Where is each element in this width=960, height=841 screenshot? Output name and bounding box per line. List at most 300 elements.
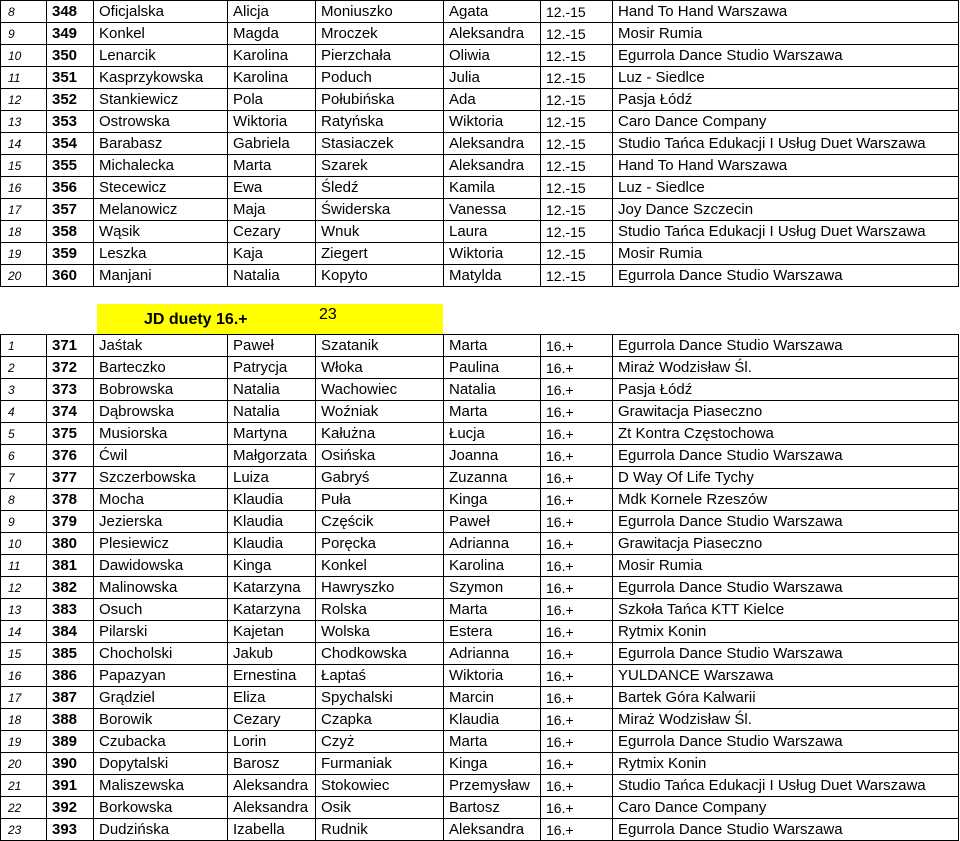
row-index: 10 [1, 45, 47, 67]
club-name: YULDANCE Warszawa [613, 665, 959, 687]
partner1-last-name: Chocholski [94, 643, 228, 665]
partner2-first-name: Matylda [444, 265, 541, 287]
age-category: 16.+ [541, 797, 613, 819]
row-index: 21 [1, 775, 47, 797]
row-index: 10 [1, 533, 47, 555]
table-row [1, 89, 959, 111]
partner1-first-name: Gabriela [228, 133, 316, 155]
start-number: 383 [47, 599, 94, 621]
partner1-last-name: Malinowska [94, 577, 228, 599]
partner1-last-name: Ćwil [94, 445, 228, 467]
partner1-last-name: Dopytalski [94, 753, 228, 775]
partner2-first-name: Paulina [444, 357, 541, 379]
start-number: 392 [47, 797, 94, 819]
age-category: 12.-15 [541, 111, 613, 133]
partner2-first-name: Adrianna [444, 643, 541, 665]
start-number: 349 [47, 23, 94, 45]
age-category: 16.+ [541, 423, 613, 445]
age-category: 16.+ [541, 687, 613, 709]
row-index: 8 [1, 489, 47, 511]
row-index: 15 [1, 155, 47, 177]
age-category: 12.-15 [541, 177, 613, 199]
row-index: 17 [1, 199, 47, 221]
row-index: 20 [1, 753, 47, 775]
row-index: 16 [1, 665, 47, 687]
row-index: 9 [1, 511, 47, 533]
row-index: 8 [1, 1, 47, 23]
partner1-first-name: Marta [228, 155, 316, 177]
club-name: Miraż Wodzisław Śl. [613, 357, 959, 379]
club-name: Studio Tańca Edukacji I Usług Duet Warszawa [613, 133, 959, 155]
partner2-last-name: Włoka [316, 357, 444, 379]
partner1-last-name: Ostrowska [94, 111, 228, 133]
partner1-last-name: Dawidowska [94, 555, 228, 577]
partner1-last-name: Barabasz [94, 133, 228, 155]
section-count: 23 [319, 306, 337, 323]
start-number: 377 [47, 467, 94, 489]
partner1-last-name: Leszka [94, 243, 228, 265]
partner2-first-name: Marta [444, 731, 541, 753]
partner1-first-name: Eliza [228, 687, 316, 709]
row-index: 20 [1, 265, 47, 287]
partner2-last-name: Hawryszko [316, 577, 444, 599]
partner2-last-name: Połubińska [316, 89, 444, 111]
partner1-last-name: Kasprzykowska [94, 67, 228, 89]
partner2-first-name: Karolina [444, 555, 541, 577]
table-row [1, 265, 959, 287]
partner2-last-name: Wnuk [316, 221, 444, 243]
partner2-last-name: Rudnik [316, 819, 444, 841]
partner1-last-name: Wąsik [94, 221, 228, 243]
partner2-first-name: Marta [444, 335, 541, 357]
partner1-first-name: Aleksandra [228, 797, 316, 819]
table-row [1, 643, 959, 665]
partner2-first-name: Wiktoria [444, 665, 541, 687]
partner1-last-name: Michalecka [94, 155, 228, 177]
table-row [1, 379, 959, 401]
partner2-first-name: Aleksandra [444, 819, 541, 841]
table-row [1, 709, 959, 731]
partner1-first-name: Katarzyna [228, 577, 316, 599]
row-index: 7 [1, 467, 47, 489]
partner1-first-name: Martyna [228, 423, 316, 445]
partner2-first-name: Laura [444, 221, 541, 243]
club-name: Egurrola Dance Studio Warszawa [613, 643, 959, 665]
age-category: 16.+ [541, 775, 613, 797]
partner1-first-name: Ernestina [228, 665, 316, 687]
row-index: 11 [1, 67, 47, 89]
partner2-first-name: Marta [444, 599, 541, 621]
start-number: 358 [47, 221, 94, 243]
partner1-last-name: Melanowicz [94, 199, 228, 221]
age-category: 16.+ [541, 643, 613, 665]
partner2-last-name: Mroczek [316, 23, 444, 45]
partner2-last-name: Pierzchała [316, 45, 444, 67]
age-category: 12.-15 [541, 67, 613, 89]
row-index: 14 [1, 621, 47, 643]
partner2-last-name: Czyż [316, 731, 444, 753]
row-index: 18 [1, 709, 47, 731]
table-row [1, 687, 959, 709]
start-number: 373 [47, 379, 94, 401]
partner1-last-name: Oficjalska [94, 1, 228, 23]
row-index: 1 [1, 335, 47, 357]
partner2-last-name: Szatanik [316, 335, 444, 357]
club-name: Studio Tańca Edukacji I Usług Duet Warszawa [613, 775, 959, 797]
partner2-last-name: Furmaniak [316, 753, 444, 775]
partner1-last-name: Pilarski [94, 621, 228, 643]
club-name: Egurrola Dance Studio Warszawa [613, 577, 959, 599]
age-category: 16.+ [541, 533, 613, 555]
partner2-first-name: Przemysław [444, 775, 541, 797]
table-row [1, 243, 959, 265]
partner2-last-name: Rolska [316, 599, 444, 621]
club-name: Luz - Siedlce [613, 67, 959, 89]
row-index: 6 [1, 445, 47, 467]
partner2-last-name: Poduch [316, 67, 444, 89]
partner2-first-name: Aleksandra [444, 23, 541, 45]
partner1-first-name: Ewa [228, 177, 316, 199]
partner1-first-name: Natalia [228, 379, 316, 401]
age-category: 16.+ [541, 753, 613, 775]
start-number: 385 [47, 643, 94, 665]
partner1-first-name: Karolina [228, 45, 316, 67]
partner2-first-name: Aleksandra [444, 133, 541, 155]
start-number: 391 [47, 775, 94, 797]
start-number: 386 [47, 665, 94, 687]
table-row [1, 511, 959, 533]
table-row [1, 621, 959, 643]
row-index: 2 [1, 357, 47, 379]
start-number: 351 [47, 67, 94, 89]
partner2-last-name: Ziegert [316, 243, 444, 265]
partner1-first-name: Lorin [228, 731, 316, 753]
table-row [1, 155, 959, 177]
partner1-first-name: Aleksandra [228, 775, 316, 797]
partner1-first-name: Paweł [228, 335, 316, 357]
partner2-last-name: Szarek [316, 155, 444, 177]
age-category: 12.-15 [541, 23, 613, 45]
age-category: 16.+ [541, 665, 613, 687]
partner2-first-name: Kamila [444, 177, 541, 199]
club-name: Szkoła Tańca KTT Kielce [613, 599, 959, 621]
row-index: 13 [1, 599, 47, 621]
partner2-last-name: Stasiaczek [316, 133, 444, 155]
start-number: 356 [47, 177, 94, 199]
age-category: 16.+ [541, 445, 613, 467]
table-row [1, 445, 959, 467]
partner1-first-name: Barosz [228, 753, 316, 775]
age-category: 16.+ [541, 709, 613, 731]
pairs-table-12-15 [0, 0, 959, 287]
partner1-last-name: Konkel [94, 23, 228, 45]
age-category: 12.-15 [541, 243, 613, 265]
partner2-first-name: Łucja [444, 423, 541, 445]
partner2-first-name: Marcin [444, 687, 541, 709]
partner2-first-name: Kinga [444, 753, 541, 775]
club-name: Egurrola Dance Studio Warszawa [613, 45, 959, 67]
table-row [1, 753, 959, 775]
partner2-last-name: Moniuszko [316, 1, 444, 23]
partner1-first-name: Cezary [228, 221, 316, 243]
partner1-first-name: Klaudia [228, 489, 316, 511]
table-row [1, 731, 959, 753]
club-name: Egurrola Dance Studio Warszawa [613, 335, 959, 357]
club-name: Caro Dance Company [613, 797, 959, 819]
partner2-first-name: Julia [444, 67, 541, 89]
partner2-last-name: Kałużna [316, 423, 444, 445]
age-category: 12.-15 [541, 155, 613, 177]
age-category: 12.-15 [541, 199, 613, 221]
table-row [1, 67, 959, 89]
row-index: 5 [1, 423, 47, 445]
partner1-last-name: Bobrowska [94, 379, 228, 401]
club-name: Grawitacja Piaseczno [613, 533, 959, 555]
club-name: Egurrola Dance Studio Warszawa [613, 445, 959, 467]
age-category: 16.+ [541, 335, 613, 357]
section-title: JD duety 16.+ [144, 311, 248, 328]
partner1-first-name: Jakub [228, 643, 316, 665]
start-number: 376 [47, 445, 94, 467]
club-name: Egurrola Dance Studio Warszawa [613, 731, 959, 753]
start-number: 389 [47, 731, 94, 753]
club-name: Hand To Hand Warszawa [613, 155, 959, 177]
partner2-first-name: Aleksandra [444, 155, 541, 177]
partner2-first-name: Paweł [444, 511, 541, 533]
row-index: 19 [1, 243, 47, 265]
start-number: 354 [47, 133, 94, 155]
partner2-first-name: Estera [444, 621, 541, 643]
age-category: 16.+ [541, 577, 613, 599]
partner1-last-name: Stecewicz [94, 177, 228, 199]
age-category: 12.-15 [541, 89, 613, 111]
partner2-last-name: Woźniak [316, 401, 444, 423]
partner1-last-name: Lenarcik [94, 45, 228, 67]
age-category: 16.+ [541, 731, 613, 753]
partner1-first-name: Kajetan [228, 621, 316, 643]
club-name: Grawitacja Piaseczno [613, 401, 959, 423]
table-row [1, 1, 959, 23]
partner1-first-name: Alicja [228, 1, 316, 23]
partner1-last-name: Dudzińska [94, 819, 228, 841]
partner1-first-name: Kaja [228, 243, 316, 265]
start-number: 384 [47, 621, 94, 643]
partner1-first-name: Kinga [228, 555, 316, 577]
start-number: 388 [47, 709, 94, 731]
partner2-first-name: Bartosz [444, 797, 541, 819]
start-number: 382 [47, 577, 94, 599]
club-name: Rytmix Konin [613, 753, 959, 775]
partner1-last-name: Mocha [94, 489, 228, 511]
table-row [1, 819, 959, 841]
start-number: 372 [47, 357, 94, 379]
row-index: 18 [1, 221, 47, 243]
partner2-last-name: Spychalski [316, 687, 444, 709]
start-number: 380 [47, 533, 94, 555]
row-index: 23 [1, 819, 47, 841]
partner2-last-name: Świderska [316, 199, 444, 221]
partner1-first-name: Małgorzata [228, 445, 316, 467]
partner1-last-name: Musiorska [94, 423, 228, 445]
club-name: Pasja Łódź [613, 379, 959, 401]
age-category: 16.+ [541, 467, 613, 489]
start-number: 379 [47, 511, 94, 533]
row-index: 13 [1, 111, 47, 133]
row-index: 19 [1, 731, 47, 753]
club-name: Hand To Hand Warszawa [613, 1, 959, 23]
start-number: 352 [47, 89, 94, 111]
partner2-last-name: Konkel [316, 555, 444, 577]
partner1-last-name: Szczerbowska [94, 467, 228, 489]
age-category: 16.+ [541, 599, 613, 621]
start-number: 350 [47, 45, 94, 67]
pairs-table-16-plus [0, 334, 959, 841]
partner1-first-name: Klaudia [228, 511, 316, 533]
table-row [1, 555, 959, 577]
partner2-last-name: Puła [316, 489, 444, 511]
partner1-last-name: Borowik [94, 709, 228, 731]
table-row [1, 111, 959, 133]
start-number: 359 [47, 243, 94, 265]
row-index: 14 [1, 133, 47, 155]
pairs-table-body [1, 1, 959, 287]
partner2-first-name: Kinga [444, 489, 541, 511]
partner2-first-name: Ada [444, 89, 541, 111]
table-row [1, 577, 959, 599]
club-name: Studio Tańca Edukacji I Usług Duet Warszawa [613, 221, 959, 243]
partner1-last-name: Plesiewicz [94, 533, 228, 555]
partner1-last-name: Osuch [94, 599, 228, 621]
age-category: 16.+ [541, 357, 613, 379]
age-category: 16.+ [541, 489, 613, 511]
table-row [1, 423, 959, 445]
partner1-last-name: Dąbrowska [94, 401, 228, 423]
partner2-first-name: Szymon [444, 577, 541, 599]
partner2-last-name: Gabryś [316, 467, 444, 489]
club-name: Rytmix Konin [613, 621, 959, 643]
row-index: 9 [1, 23, 47, 45]
age-category: 12.-15 [541, 221, 613, 243]
partner1-last-name: Borkowska [94, 797, 228, 819]
partner1-last-name: Czubacka [94, 731, 228, 753]
partner1-last-name: Jaśtak [94, 335, 228, 357]
table-row [1, 199, 959, 221]
partner1-first-name: Cezary [228, 709, 316, 731]
table-row [1, 665, 959, 687]
age-category: 16.+ [541, 511, 613, 533]
start-number: 357 [47, 199, 94, 221]
age-category: 12.-15 [541, 1, 613, 23]
partner1-last-name: Maliszewska [94, 775, 228, 797]
table-row [1, 177, 959, 199]
row-index: 12 [1, 89, 47, 111]
partner2-last-name: Stokowiec [316, 775, 444, 797]
age-category: 16.+ [541, 401, 613, 423]
table-row [1, 221, 959, 243]
club-name: D Way Of Life Tychy [613, 467, 959, 489]
table-row [1, 489, 959, 511]
age-category: 12.-15 [541, 265, 613, 287]
start-number: 381 [47, 555, 94, 577]
partner1-first-name: Katarzyna [228, 599, 316, 621]
club-name: Miraż Wodzisław Śl. [613, 709, 959, 731]
partner1-last-name: Papazyan [94, 665, 228, 687]
partner2-first-name: Natalia [444, 379, 541, 401]
partner2-first-name: Joanna [444, 445, 541, 467]
age-category: 12.-15 [541, 45, 613, 67]
club-name: Caro Dance Company [613, 111, 959, 133]
partner1-first-name: Maja [228, 199, 316, 221]
club-name: Mosir Rumia [613, 555, 959, 577]
partner2-last-name: Poręcka [316, 533, 444, 555]
start-number: 378 [47, 489, 94, 511]
section-header-jd-duety-16 [97, 304, 443, 334]
partner1-first-name: Karolina [228, 67, 316, 89]
club-name: Egurrola Dance Studio Warszawa [613, 265, 959, 287]
table-row [1, 45, 959, 67]
table-row [1, 533, 959, 555]
row-index: 11 [1, 555, 47, 577]
club-name: Joy Dance Szczecin [613, 199, 959, 221]
table-row [1, 797, 959, 819]
partner2-last-name: Łaptaś [316, 665, 444, 687]
age-category: 16.+ [541, 379, 613, 401]
table-row [1, 775, 959, 797]
club-name: Zt Kontra Częstochowa [613, 423, 959, 445]
partner2-last-name: Wolska [316, 621, 444, 643]
partner2-last-name: Częścik [316, 511, 444, 533]
start-number: 393 [47, 819, 94, 841]
partner1-first-name: Natalia [228, 401, 316, 423]
partner2-first-name: Wiktoria [444, 243, 541, 265]
club-name: Mosir Rumia [613, 243, 959, 265]
partner1-first-name: Patrycja [228, 357, 316, 379]
table-row [1, 335, 959, 357]
table-row [1, 467, 959, 489]
partner1-last-name: Barteczko [94, 357, 228, 379]
partner2-first-name: Vanessa [444, 199, 541, 221]
table-row [1, 133, 959, 155]
partner1-first-name: Magda [228, 23, 316, 45]
start-number: 387 [47, 687, 94, 709]
row-index: 16 [1, 177, 47, 199]
start-number: 374 [47, 401, 94, 423]
partner1-last-name: Jezierska [94, 511, 228, 533]
partner2-last-name: Kopyto [316, 265, 444, 287]
partner2-first-name: Agata [444, 1, 541, 23]
row-index: 12 [1, 577, 47, 599]
partner2-last-name: Chodkowska [316, 643, 444, 665]
age-category: 16.+ [541, 621, 613, 643]
partner2-last-name: Ratyńska [316, 111, 444, 133]
start-number: 355 [47, 155, 94, 177]
table-row [1, 23, 959, 45]
partner2-last-name: Śledź [316, 177, 444, 199]
partner2-first-name: Marta [444, 401, 541, 423]
pairs-table-body [1, 335, 959, 841]
partner1-first-name: Klaudia [228, 533, 316, 555]
age-category: 12.-15 [541, 133, 613, 155]
club-name: Bartek Góra Kalwarii [613, 687, 959, 709]
partner1-first-name: Natalia [228, 265, 316, 287]
partner2-last-name: Wachowiec [316, 379, 444, 401]
club-name: Mdk Kornele Rzeszów [613, 489, 959, 511]
partner1-first-name: Pola [228, 89, 316, 111]
row-index: 3 [1, 379, 47, 401]
row-index: 4 [1, 401, 47, 423]
club-name: Pasja Łódź [613, 89, 959, 111]
partner1-first-name: Wiktoria [228, 111, 316, 133]
